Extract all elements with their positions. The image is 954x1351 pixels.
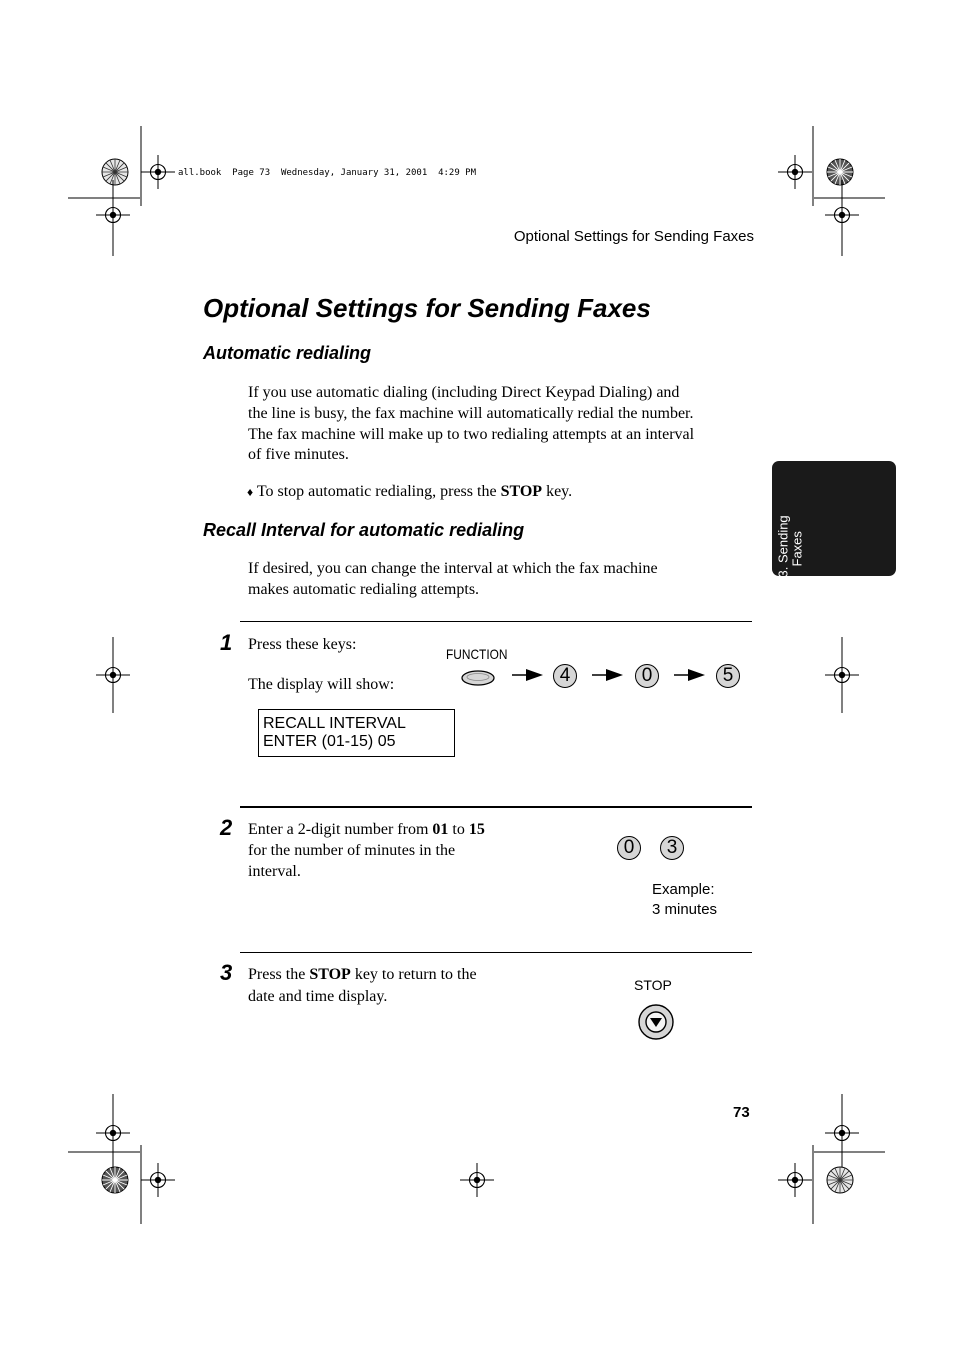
example-label: Example: bbox=[652, 881, 715, 898]
key-3[interactable]: 3 bbox=[660, 836, 684, 860]
step3-text-a: Press the bbox=[248, 966, 310, 983]
step2-text-c: to bbox=[448, 821, 469, 838]
step2-instruction bbox=[248, 820, 485, 882]
example-note bbox=[652, 880, 717, 919]
step2-max: 15 bbox=[468, 821, 485, 838]
section-tab-line2: Faxes bbox=[789, 531, 805, 567]
lcd-line2: ENTER (01-15) 05 bbox=[263, 732, 396, 750]
stop-label: STOP bbox=[634, 977, 672, 993]
step2-number: 2 bbox=[220, 815, 233, 840]
step2-line3: interval. bbox=[248, 862, 301, 880]
bullet-text: To stop automatic redialing, press the bbox=[256, 483, 501, 500]
step2-line2: for the number of minutes in the bbox=[248, 841, 456, 859]
step3-number: 3 bbox=[220, 960, 233, 985]
step3-line1 bbox=[248, 965, 477, 986]
step2-rule bbox=[240, 806, 752, 808]
step3-stop-key-name: STOP bbox=[309, 966, 351, 983]
diamond-bullet-icon: ♦ bbox=[247, 485, 254, 499]
step1-instruction: Press these keys: bbox=[248, 636, 357, 653]
page-title: Optional Settings for Sending Faxes bbox=[203, 293, 651, 323]
heading-recall-interval: Recall Interval for automatic redialing bbox=[203, 520, 525, 540]
print-info: all.book Page 73 Wednesday, January 31, 2001 4:29 PM bbox=[178, 168, 477, 178]
section-tab bbox=[772, 461, 896, 576]
arrow-right-icon bbox=[674, 668, 706, 682]
paragraph-line: of five minutes. bbox=[248, 446, 349, 464]
step2-line1 bbox=[248, 820, 485, 841]
recall-paragraph bbox=[248, 559, 658, 601]
stop-key[interactable] bbox=[637, 1003, 675, 1041]
step2-text-a: Enter a 2-digit number from bbox=[248, 821, 433, 838]
paragraph-line: the line is busy, the fax machine will automatically redial the number. bbox=[248, 404, 694, 422]
arrow-right-icon bbox=[512, 668, 544, 682]
key-4[interactable]: 4 bbox=[553, 664, 577, 688]
arrow-right-icon bbox=[592, 668, 624, 682]
section-tab-label bbox=[777, 463, 809, 578]
lcd-display bbox=[258, 709, 455, 757]
step1-number: 1 bbox=[220, 630, 233, 655]
running-header: Optional Settings for Sending Faxes bbox=[513, 228, 754, 245]
page-number: 73 bbox=[733, 1104, 750, 1121]
step3-text-c: key to return to the bbox=[350, 966, 477, 983]
paragraph-line: makes automatic redialing attempts. bbox=[248, 580, 480, 598]
stop-bullet bbox=[247, 482, 572, 503]
section-tab-line1: 3. Sending bbox=[775, 515, 791, 578]
step2-min: 01 bbox=[432, 821, 449, 838]
heading-automatic-redialing: Automatic redialing bbox=[203, 343, 372, 363]
paragraph-line: If you use automatic dialing (including Direct Keypad Dialing) and bbox=[248, 384, 680, 401]
bullet-text-end: key. bbox=[542, 483, 573, 500]
paragraph-line: If desired, you can change the interval at which the fax machine bbox=[248, 560, 658, 577]
paragraph-line: The fax machine will make up to two redialing attempts at an interval bbox=[248, 425, 695, 443]
key-5[interactable]: 5 bbox=[716, 664, 740, 688]
step3-line2: date and time display. bbox=[248, 987, 388, 1005]
step1-rule bbox=[240, 621, 752, 622]
function-label: FUNCTION bbox=[446, 646, 508, 662]
step1-display-label: The display will show: bbox=[248, 676, 395, 693]
example-value: 3 minutes bbox=[652, 900, 718, 918]
auto-redial-paragraph bbox=[248, 383, 694, 466]
step3-rule bbox=[240, 952, 752, 953]
key-0[interactable]: 0 bbox=[635, 664, 659, 688]
stop-key-name: STOP bbox=[500, 483, 543, 500]
function-key[interactable] bbox=[460, 669, 496, 687]
step3-instruction bbox=[248, 965, 477, 1008]
key-0[interactable]: 0 bbox=[617, 836, 641, 860]
lcd-line1: RECALL INTERVAL bbox=[263, 715, 406, 732]
